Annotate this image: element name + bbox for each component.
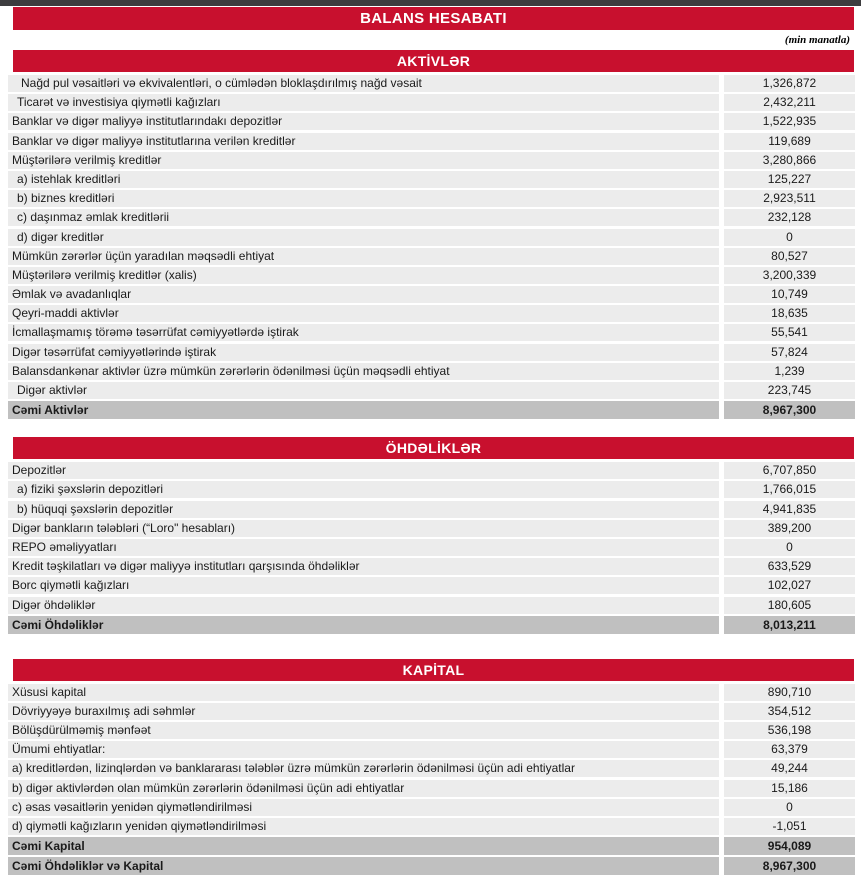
- row-value: 3,200,339: [724, 267, 855, 284]
- table-row: [8, 363, 855, 380]
- table-row: [8, 818, 855, 835]
- row-label: Balansdankənar aktivlər üzrə mümkün zərərlərin ödənilməsi üçün məqsədli ehtiyat: [8, 363, 719, 380]
- table-row: [8, 577, 855, 594]
- row-label: Qeyri-maddi aktivlər: [8, 305, 719, 322]
- row-label: Nağd pul vəsaitləri və ekvivalentləri, o cümlədən bloklaşdırılmış nağd vəsait: [8, 75, 719, 92]
- section-rows: [8, 75, 855, 419]
- row-value: 80,527: [724, 248, 855, 265]
- row-value: 57,824: [724, 344, 855, 361]
- row-label: Cəmi Aktivlər: [8, 401, 719, 419]
- table-row: [8, 267, 855, 284]
- table-row: [8, 229, 855, 246]
- row-value: 890,710: [724, 684, 855, 701]
- row-value: 6,707,850: [724, 462, 855, 479]
- row-label: Depozitlər: [8, 462, 719, 479]
- table-row: [8, 248, 855, 265]
- top-strip: [0, 0, 861, 6]
- table-row: [8, 462, 855, 479]
- row-label: Müştərilərə verilmiş kreditlər (xalis): [8, 267, 719, 284]
- table-row: [8, 722, 855, 739]
- table-row: [8, 75, 855, 92]
- row-value: 55,541: [724, 324, 855, 341]
- table-row: [8, 171, 855, 188]
- row-label: Müştərilərə verilmiş kreditlər: [8, 152, 719, 169]
- row-label: a) kreditlərdən, lizinqlərdən və banklararası tələblər üzrə mümkün zərərlərin ödənilməsi üçün adi ehtiyatlar: [8, 760, 719, 777]
- section-title: AKTİVLƏR: [396, 53, 471, 69]
- row-value: -1,051: [724, 818, 855, 835]
- row-value: 2,923,511: [724, 190, 855, 207]
- section-rows: [8, 684, 855, 876]
- table-row: [8, 209, 855, 226]
- row-label: Dövriyyəyə buraxılmış adi səhmlər: [8, 703, 719, 720]
- row-label: İcmallaşmamış törəmə təsərrüfat cəmiyyətlərdə iştirak: [8, 324, 719, 341]
- row-value: 0: [724, 539, 855, 556]
- row-label: d) qiymətli kağızların yenidən qiymətləndirilməsi: [8, 818, 719, 835]
- table-row: [8, 520, 855, 537]
- table-row: [8, 703, 855, 720]
- row-label: b) digər aktivlərdən olan mümkün zərərlərin ödənilməsi üçün adi ehtiyatlar: [8, 780, 719, 797]
- table-row: [8, 113, 855, 130]
- table-row: [8, 324, 855, 341]
- table-row: [8, 857, 855, 875]
- row-label: Mümkün zərərlər üçün yaradılan məqsədli ehtiyat: [8, 248, 719, 265]
- row-label: Banklar və digər maliyyə institutlarına verilən kreditlər: [8, 133, 719, 150]
- table-row: [8, 344, 855, 361]
- row-value: 954,089: [724, 837, 855, 855]
- table-row: [8, 684, 855, 701]
- table-row: [8, 305, 855, 322]
- row-value: 8,967,300: [724, 857, 855, 875]
- row-label: b) hüquqi şəxslərin depozitlər: [8, 501, 719, 518]
- row-value: 536,198: [724, 722, 855, 739]
- row-value: 1,766,015: [724, 481, 855, 498]
- row-label: Digər öhdəliklər: [8, 597, 719, 614]
- row-value: 15,186: [724, 780, 855, 797]
- row-label: Digər bankların tələbləri (“Loro" hesabları): [8, 520, 719, 537]
- section-title: KAPİTAL: [402, 661, 465, 678]
- row-value: 2,432,211: [724, 94, 855, 111]
- row-value: 4,941,835: [724, 501, 855, 518]
- table-row: [8, 760, 855, 777]
- page-title: BALANS HESABATI: [360, 10, 507, 27]
- row-label: Ümumi ehtiyatlar:: [8, 741, 719, 758]
- table-row: [8, 780, 855, 797]
- row-value: 1,239: [724, 363, 855, 380]
- row-value: 0: [724, 229, 855, 246]
- row-label: Digər aktivlər: [8, 382, 719, 399]
- row-value: 0: [724, 799, 855, 816]
- section-rows: [8, 462, 855, 634]
- row-label: Kredit təşkilatları və digər maliyyə institutları qarşısında öhdəliklər: [8, 558, 719, 575]
- table-row: [8, 837, 855, 855]
- page-title-bar: [13, 7, 854, 30]
- table-row: [8, 481, 855, 498]
- section-kapital: [0, 659, 861, 876]
- row-value: 10,749: [724, 286, 855, 303]
- table-row: [8, 616, 855, 634]
- table-row: [8, 94, 855, 111]
- section-header: [13, 437, 854, 459]
- row-value: 232,128: [724, 209, 855, 226]
- table-row: [8, 152, 855, 169]
- unit-note: (min manatla): [784, 34, 850, 46]
- section-header: [13, 659, 854, 681]
- row-label: Borc qiymətli kağızları: [8, 577, 719, 594]
- row-label: a) istehlak kreditləri: [8, 171, 719, 188]
- row-value: 223,745: [724, 382, 855, 399]
- table-row: [8, 401, 855, 419]
- row-label: d) digər kreditlər: [8, 229, 719, 246]
- row-value: 18,635: [724, 305, 855, 322]
- table-row: [8, 558, 855, 575]
- row-label: Xüsusi kapital: [8, 684, 719, 701]
- row-value: 63,379: [724, 741, 855, 758]
- row-value: 389,200: [724, 520, 855, 537]
- row-label: Cəmi Öhdəliklər və Kapital: [8, 857, 719, 875]
- section-title: ÖHDƏLİKLƏR: [385, 440, 482, 457]
- section-aktivler: [0, 50, 861, 419]
- table-row: [8, 799, 855, 816]
- row-value: 8,967,300: [724, 401, 855, 419]
- table-row: [8, 501, 855, 518]
- section-ohdelikler: [0, 437, 861, 634]
- row-value: 49,244: [724, 760, 855, 777]
- row-label: REPO əməliyyatları: [8, 539, 719, 556]
- row-value: 180,605: [724, 597, 855, 614]
- row-label: Bölüşdürülməmiş mənfəət: [8, 722, 719, 739]
- row-value: 354,512: [724, 703, 855, 720]
- table-row: [8, 382, 855, 399]
- row-label: b) biznes kreditləri: [8, 190, 719, 207]
- row-label: Digər təsərrüfat cəmiyyətlərində iştirak: [8, 344, 719, 361]
- table-row: [8, 741, 855, 758]
- section-header: [13, 50, 854, 72]
- row-value: 1,522,935: [724, 113, 855, 130]
- table-row: [8, 190, 855, 207]
- row-label: Ticarət və investisiya qiymətli kağızları: [8, 94, 719, 111]
- row-label: c) əsas vəsaitlərin yenidən qiymətləndirilməsi: [8, 799, 719, 816]
- row-value: 633,529: [724, 558, 855, 575]
- table-row: [8, 286, 855, 303]
- row-value: 125,227: [724, 171, 855, 188]
- table-row: [8, 133, 855, 150]
- row-value: 8,013,211: [724, 616, 855, 634]
- table-row: [8, 539, 855, 556]
- row-value: 102,027: [724, 577, 855, 594]
- row-label: Cəmi Öhdəliklər: [8, 616, 719, 634]
- row-label: a) fiziki şəxslərin depozitləri: [8, 481, 719, 498]
- table-row: [8, 597, 855, 614]
- row-value: 3,280,866: [724, 152, 855, 169]
- row-label: Banklar və digər maliyyə institutlarındakı depozitlər: [8, 113, 719, 130]
- row-value: 1,326,872: [724, 75, 855, 92]
- row-label: Əmlak və avadanlıqlar: [8, 286, 719, 303]
- balance-sheet: [0, 50, 861, 875]
- row-label: Cəmi Kapital: [8, 837, 719, 855]
- row-label: c) daşınmaz əmlak kreditlərii: [8, 209, 719, 226]
- row-value: 119,689: [724, 133, 855, 150]
